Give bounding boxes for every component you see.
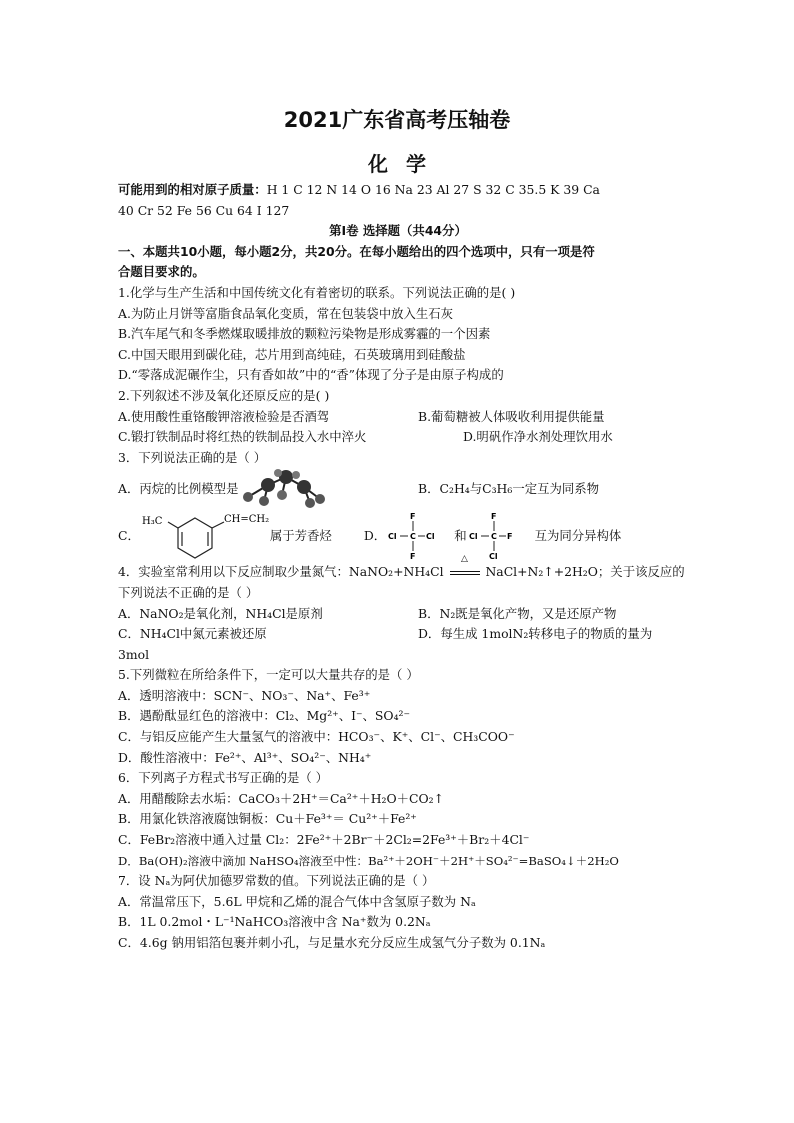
q5-option-c: C．与铝反应能产生大量氢气的溶液中：HCO₃⁻、K⁺、Cl⁻、CH₃COO⁻ bbox=[118, 729, 515, 745]
q2-option-c: C.锻打铁制品时将红热的铁制品投入水中淬火 bbox=[118, 429, 367, 445]
q2-stem: 2.下列叙述不涉及氧化还原反应的是( ) bbox=[118, 387, 330, 403]
q5-option-b: B．遇酚酞显红色的溶液中：Cl₂、Mg²⁺、I⁻、SO₄²⁻ bbox=[118, 708, 411, 724]
q5-option-a: A．透明溶液中：SCN⁻、NO₃⁻、Na⁺、Fe³⁺ bbox=[118, 687, 371, 703]
atom-cl-left: Cl bbox=[388, 532, 397, 542]
atom-cl-bottom: Cl bbox=[488, 552, 498, 562]
atom-f-top: F bbox=[410, 512, 416, 522]
exam-title: 2021广东省高考压轴卷 bbox=[283, 108, 511, 132]
heat-symbol: △ bbox=[461, 554, 468, 565]
atom-c-center: C bbox=[490, 532, 497, 542]
section-heading: 第Ⅰ卷 选择题（共44分） bbox=[329, 223, 467, 239]
atom-cl-left: Cl bbox=[468, 532, 478, 542]
atomic-masses-line-2: 40 Cr 52 Fe 56 Cu 64 I 127 bbox=[118, 202, 290, 218]
q4-option-b: B．N₂既是氧化产物，又是还原产物 bbox=[418, 605, 617, 621]
q4-option-d-continued: 3mol bbox=[118, 646, 150, 662]
q5-option-d: D．酸性溶液中：Fe²⁺、Al³⁺、SO₄²⁻、NH₄⁺ bbox=[118, 749, 372, 765]
section-instructions-1: 一、本题共10小题，每小题2分，共20分。在每小题给出的四个选项中，只有一项是符 bbox=[118, 243, 595, 259]
q3-options-cd bbox=[118, 510, 678, 565]
q1-option-a: A.为防止月饼等富脂食品氧化变质，常在包装袋中放入生石灰 bbox=[118, 305, 454, 321]
q4-options-cd bbox=[118, 624, 678, 645]
q3-option-d-label: D． bbox=[363, 528, 387, 544]
exam-subject: 化学 bbox=[368, 152, 444, 176]
q3-options-ab bbox=[118, 468, 678, 510]
q7-option-b: B．1L 0.2mol・L⁻¹NaHCO₃溶液中含 Na⁺数为 0.2Nₐ bbox=[118, 914, 431, 930]
q4-option-a: A．NaNO₂是氧化剂，NH₄Cl是原剂 bbox=[118, 605, 323, 621]
q3-option-c-text: 属于芳香烃 bbox=[269, 528, 332, 544]
atom-f-bottom: F bbox=[410, 552, 416, 562]
q2-options-ab bbox=[118, 407, 678, 428]
q3-option-a-text: A．丙烷的比例模型是 bbox=[118, 481, 239, 497]
methylstyrene-structure-image bbox=[140, 510, 270, 562]
q4-stem-1a: 4．实验室常利用以下反应制取少量氮气：NaNO₂+NH₄Cl bbox=[118, 564, 444, 580]
methylstyrene-right-group: CH=CH₂ bbox=[223, 514, 270, 526]
q6-option-d: D．Ba(OH)₂溶液中滴加 NaHSO₄溶液至中性：Ba²⁺＋2OH⁻＋2H⁺＋SO₄²⁻=BaSO₄↓＋2H₂O bbox=[118, 853, 619, 868]
q1-option-c: C.中国天眼用到碳化硅，芯片用到高纯硅，石英玻璃用到硅酸盐 bbox=[118, 346, 466, 362]
q4-stem-1 bbox=[118, 554, 685, 583]
q4-option-d: D．每生成 1molN₂转移电子的物质的量为 bbox=[418, 626, 653, 642]
q7-stem: 7．设 Nₐ为阿伏加德罗常数的值。下列说法正确的是（ ） bbox=[118, 873, 435, 889]
atomic-masses-label: 可能用到的相对原子质量： bbox=[118, 182, 267, 197]
q6-option-a: A．用醋酸除去水垢：CaCO₃＋2H⁺＝Ca²⁺＋H₂O＋CO₂↑ bbox=[118, 790, 445, 806]
q2-option-a: A.使用酸性重铬酸钾溶液检验是否酒驾 bbox=[118, 408, 330, 424]
q6-option-b: B．用氯化铁溶液腐蚀铜板：Cu＋Fe³⁺＝ Cu²⁺＋Fe²⁺ bbox=[118, 811, 417, 827]
dichlorodifluoromethane-structure-1 bbox=[386, 510, 440, 562]
q3-stem: 3．下列说法正确的是（ ） bbox=[118, 449, 267, 465]
q4-stem-1b: NaCl+N₂↑+2H₂O；关于该反应的 bbox=[485, 564, 685, 580]
methylstyrene-left-group: H₃C bbox=[141, 516, 163, 528]
exam-content bbox=[118, 180, 685, 954]
q5-stem: 5.下列微粒在所给条件下，一定可以大量共存的是（ ） bbox=[118, 667, 419, 683]
q7-option-a: A．常温常压下，5.6L 甲烷和乙烯的混合气体中含氢原子数为 Nₐ bbox=[118, 893, 476, 909]
q4-stem-2: 下列说法不正确的是（ ） bbox=[118, 584, 259, 600]
atomic-masses-line-1 bbox=[118, 180, 678, 201]
q3-option-a bbox=[118, 469, 418, 509]
q4-option-c: C．NH₄Cl中氮元素被还原 bbox=[118, 626, 267, 642]
atomic-masses-values-1: H 1 C 12 N 14 O 16 Na 23 Al 27 S 32 C 35.5 K 39 Ca bbox=[266, 182, 600, 197]
q7-option-c: C．4.6g 钠用铝箔包裹并刺小孔，与足量水充分反应生成氢气分子数为 0.1Nₐ bbox=[118, 935, 546, 950]
q1-option-d: D.“零落成泥碾作尘，只有香如故”中的“香”体现了分子是由原子构成的 bbox=[118, 367, 504, 383]
q3-option-b: B．C₂H₄与C₃H₆一定互为同系物 bbox=[418, 481, 600, 497]
atom-cl-right: Cl bbox=[426, 532, 435, 542]
propane-model-image bbox=[238, 469, 330, 509]
q6-stem: 6．下列离子方程式书写正确的是（ ） bbox=[118, 770, 329, 786]
q3-option-c-label: C． bbox=[118, 528, 140, 544]
atom-f-top: F bbox=[490, 512, 497, 522]
section-instructions-2: 合题目要求的。 bbox=[118, 264, 205, 280]
q2-options-cd bbox=[118, 427, 678, 448]
q4-options-ab bbox=[118, 604, 678, 625]
q2-option-d: D.明矾作净水剂处理饮用水 bbox=[463, 429, 613, 445]
atom-f-right: F bbox=[506, 532, 513, 542]
q1-stem: 1.化学与生产生活和中国传统文化有着密切的联系。下列说法正确的是( ) bbox=[118, 284, 516, 300]
atom-c-center: C bbox=[410, 532, 417, 542]
q2-option-b: B.葡萄糖被人体吸收利用提供能量 bbox=[418, 408, 605, 424]
q3-option-d-and: 和 bbox=[454, 528, 467, 544]
heat-arrow bbox=[448, 554, 482, 583]
q6-option-c: C．FeBr₂溶液中通入过量 Cl₂：2Fe²⁺＋2Br⁻＋2Cl₂=2Fe³⁺＋Br₂＋4Cl⁻ bbox=[118, 832, 530, 848]
q1-option-b: B.汽车尾气和冬季燃煤取暖排放的颗粒污染物是形成雾霾的一个因素 bbox=[118, 326, 491, 342]
q3-option-d-text: 互为同分异构体 bbox=[534, 528, 622, 544]
